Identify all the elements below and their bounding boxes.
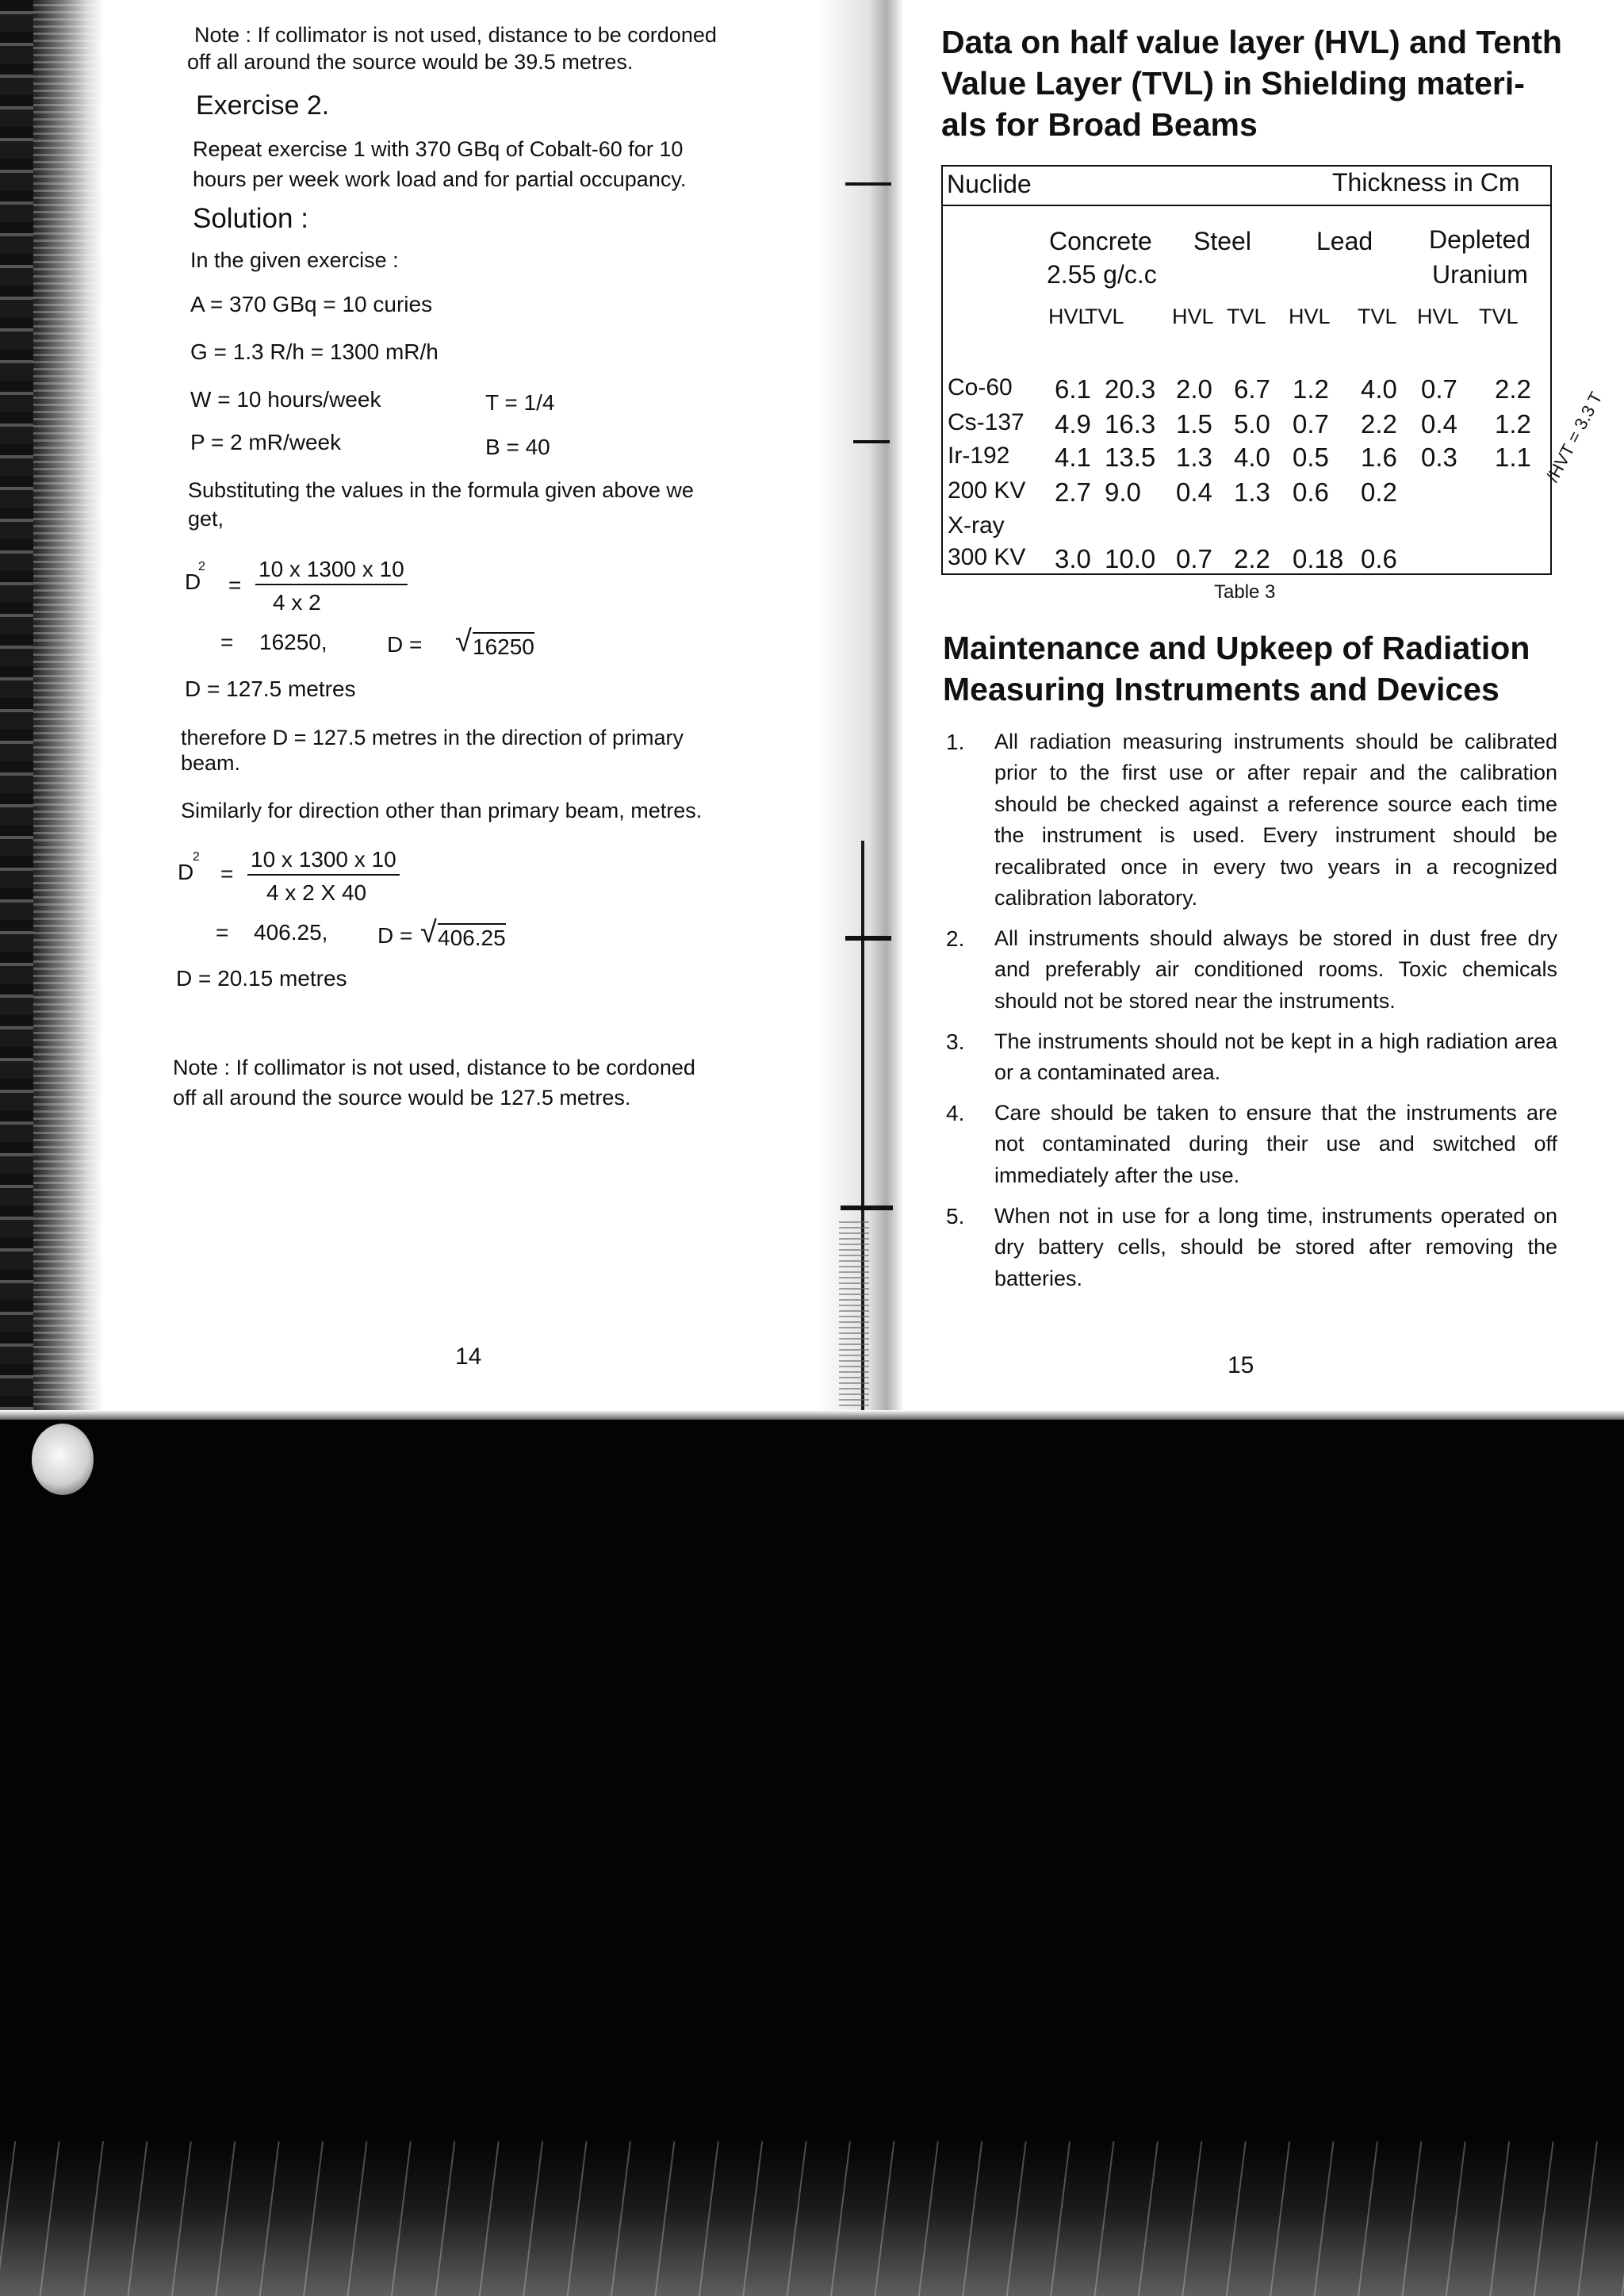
table-cell: 4.1 <box>1055 443 1091 472</box>
exercise-text-line2: hours per week work load and for partial occupancy. <box>193 167 687 191</box>
formula2-final: D = 20.15 metres <box>176 966 347 991</box>
table-cell: 3.0 <box>1055 544 1091 573</box>
material-steel: Steel <box>1193 227 1251 255</box>
note-2-line1: Note : If collimator is not used, distance to be cordoned <box>173 1056 695 1079</box>
formula2-sqrt-arg: 406.25 <box>438 923 506 951</box>
list-item-number: 1. <box>946 730 965 754</box>
table-cell: 20.3 <box>1105 374 1156 404</box>
table-cell: 1.2 <box>1495 409 1531 439</box>
page-number-left: 14 <box>455 1343 482 1370</box>
table-cell: 10.0 <box>1105 544 1156 573</box>
list-item-text: Care should be taken to ensure that the instruments are not contaminated during their use and switched off immediately after the use. <box>994 1101 1557 1187</box>
list-item-number: 2. <box>946 926 965 951</box>
material-uranium: Uranium <box>1432 260 1528 289</box>
formula1-numerator: 10 x 1300 x 10 <box>255 557 408 585</box>
given-g: G = 1.3 R/h = 1300 mR/h <box>190 339 439 364</box>
formula1-sqrt-arg: 16250 <box>473 632 534 660</box>
sqrt-icon: √ <box>420 916 437 949</box>
book-gutter <box>817 0 904 1435</box>
table-caption: Table 3 <box>1214 581 1276 603</box>
table-cell: 0.5 <box>1293 443 1329 472</box>
table-cell: 1.2 <box>1293 374 1329 404</box>
table-heading-line2: Value Layer (TVL) in Shielding materi- <box>941 65 1525 102</box>
material-lead: Lead <box>1316 227 1373 255</box>
table-header-nuclide: Nuclide <box>947 170 1032 198</box>
table-cell: 0.2 <box>1361 477 1397 507</box>
table-cell: 1.1 <box>1495 443 1531 472</box>
table-cell: 2.2 <box>1234 544 1270 573</box>
table-row-nuclide: 200 KV <box>948 477 1026 504</box>
list-item-number: 5. <box>946 1204 965 1228</box>
given-w: W = 10 hours/week <box>190 387 381 412</box>
table-row-nuclide: Co-60 <box>948 374 1013 401</box>
table-cell: 0.6 <box>1361 544 1397 573</box>
binder-hole <box>32 1424 94 1495</box>
table-subheader-hvl: HVL <box>1289 305 1331 328</box>
table-subheader-tvl: TVL <box>1479 305 1519 328</box>
gutter-mark <box>853 440 890 443</box>
material-depleted: Depleted <box>1429 225 1531 254</box>
sqrt-icon: √ <box>455 625 472 658</box>
material-concrete: Concrete <box>1049 227 1152 255</box>
table-cell: 0.4 <box>1176 477 1212 507</box>
given-p: P = 2 mR/week <box>190 430 342 454</box>
table-cell: 0.6 <box>1293 477 1329 507</box>
formula2-result-equals: = <box>216 920 229 945</box>
scanner-bottom-grain <box>0 2141 1624 2296</box>
table-cell: 1.3 <box>1234 477 1270 507</box>
table-cell: 13.5 <box>1105 443 1156 472</box>
formula1-denominator: 4 x 2 <box>273 590 321 615</box>
gutter-mark <box>845 936 891 941</box>
table-cell: 0.3 <box>1421 443 1457 472</box>
table-cell: 4.0 <box>1361 374 1397 404</box>
given-b: B = 40 <box>485 435 550 459</box>
list-item-number: 3. <box>946 1029 965 1054</box>
list-item-text: All radiation measuring instruments should be calibrated prior to the first use or after repair and the calibration should be checked against a reference source each time the instrument is used. Every instrument should be recalibrated once in every two years in a recognized calibration laboratory. <box>994 730 1557 910</box>
formula2-denominator: 4 x 2 X 40 <box>266 880 367 905</box>
table-cell: 4.9 <box>1055 409 1091 439</box>
exercise-title: Exercise 2. <box>196 90 330 121</box>
table-cell: 2.0 <box>1176 374 1212 404</box>
formula2-sqrt-lhs: D = <box>377 923 413 948</box>
table-cell: 0.18 <box>1293 544 1344 573</box>
table-cell: 0.7 <box>1176 544 1212 573</box>
table-cell: 16.3 <box>1105 409 1156 439</box>
table-cell: 0.7 <box>1293 409 1329 439</box>
formula2-superscript: 2 <box>193 850 200 864</box>
exercise-text-line1: Repeat exercise 1 with 370 GBq of Cobalt-60 for 10 <box>193 137 684 161</box>
table-subheader-tvl: TVL <box>1085 305 1124 328</box>
list-item-text: When not in use for a long time, instruments operated on dry battery cells, should be stored after removing the batteries. <box>994 1204 1557 1290</box>
table-row-nuclide: 300 KV <box>948 544 1026 570</box>
table-cell: 4.0 <box>1234 443 1270 472</box>
note-2-line2: off all around the source would be 127.5 metres. <box>173 1086 631 1110</box>
table-heading-line3: als for Broad Beams <box>941 106 1258 143</box>
solution-title: Solution : <box>193 203 308 234</box>
note-1-line2: off all around the source would be 39.5 metres. <box>187 50 634 74</box>
table-cell: 2.2 <box>1495 374 1531 404</box>
given-t: T = 1/4 <box>485 390 555 415</box>
spine-texture <box>839 1221 869 1435</box>
formula1-final: D = 127.5 metres <box>185 677 356 701</box>
formula1-result: 16250, <box>259 630 327 654</box>
list-item-text: The instruments should not be kept in a high radiation area or a contaminated area. <box>994 1029 1557 1085</box>
table-cell: 2.7 <box>1055 477 1091 507</box>
list-item-number: 4. <box>946 1101 965 1125</box>
table-header-rule <box>941 205 1552 206</box>
table-subheader-hvl: HVL <box>1417 305 1459 328</box>
table-header-thickness: Thickness in Cm <box>1332 168 1520 197</box>
material-concrete-density: 2.55 g/c.c <box>1047 260 1157 289</box>
table-heading-line1: Data on half value layer (HVL) and Tenth <box>941 24 1562 60</box>
table-cell: 6.1 <box>1055 374 1091 404</box>
table-cell: 0.4 <box>1421 409 1457 439</box>
substituting-line2: get, <box>188 507 224 531</box>
gutter-mark <box>841 1205 893 1210</box>
similarly-text: Similarly for direction other than primary beam, metres. <box>181 799 703 822</box>
table-cell: 9.0 <box>1105 477 1141 507</box>
formula1-sqrt-lhs: D = <box>387 632 423 657</box>
table-row-nuclide: Cs-137 <box>948 409 1025 435</box>
page-number-right: 15 <box>1228 1352 1254 1378</box>
table-cell: 1.6 <box>1361 443 1397 472</box>
given-intro: In the given exercise : <box>190 248 399 272</box>
margin-handwritten-note: /HVT = 3.3 T <box>1542 389 1607 485</box>
table-row-nuclide: Ir-192 <box>948 443 1010 469</box>
formula2-numerator: 10 x 1300 x 10 <box>247 847 400 876</box>
gutter-mark <box>845 182 891 186</box>
table-cell: 1.3 <box>1176 443 1212 472</box>
formula1-equals: = <box>228 573 242 597</box>
formula2-lhs: D <box>178 860 194 884</box>
table-subheader-hvl: HVL <box>1048 305 1090 328</box>
table-cell: 0.7 <box>1421 374 1457 404</box>
table-row-nuclide: X-ray <box>948 512 1005 539</box>
table-subheader-hvl: HVL <box>1172 305 1214 328</box>
table-cell: 6.7 <box>1234 374 1270 404</box>
formula1-lhs: D <box>185 569 201 594</box>
formula2-result: 406.25, <box>254 920 328 945</box>
list-item-text: All instruments should always be stored in dust free dry and preferably air conditioned rooms. Toxic chemicals should not be stored near the instruments. <box>994 926 1557 1013</box>
therefore-line2: beam. <box>181 751 241 775</box>
table-subheader-tvl: TVL <box>1358 305 1397 328</box>
table-cell: 5.0 <box>1234 409 1270 439</box>
formula1-superscript: 2 <box>198 560 205 573</box>
maintenance-heading-line2: Measuring Instruments and Devices <box>943 671 1500 707</box>
note-1-line1: Note : If collimator is not used, distance to be cordoned <box>194 23 717 47</box>
scan-left-border <box>0 0 33 1420</box>
maintenance-heading-line1: Maintenance and Upkeep of Radiation <box>943 630 1530 666</box>
table-cell: 1.5 <box>1176 409 1212 439</box>
therefore-line1: therefore D = 127.5 metres in the direction of primary <box>181 726 684 749</box>
formula1-result-equals: = <box>220 630 234 654</box>
substituting-line1: Substituting the values in the formula given above we <box>188 478 694 502</box>
formula2-equals: = <box>220 861 234 886</box>
table-cell: 2.2 <box>1361 409 1397 439</box>
given-a: A = 370 GBq = 10 curies <box>190 292 433 316</box>
table-subheader-tvl: TVL <box>1227 305 1266 328</box>
